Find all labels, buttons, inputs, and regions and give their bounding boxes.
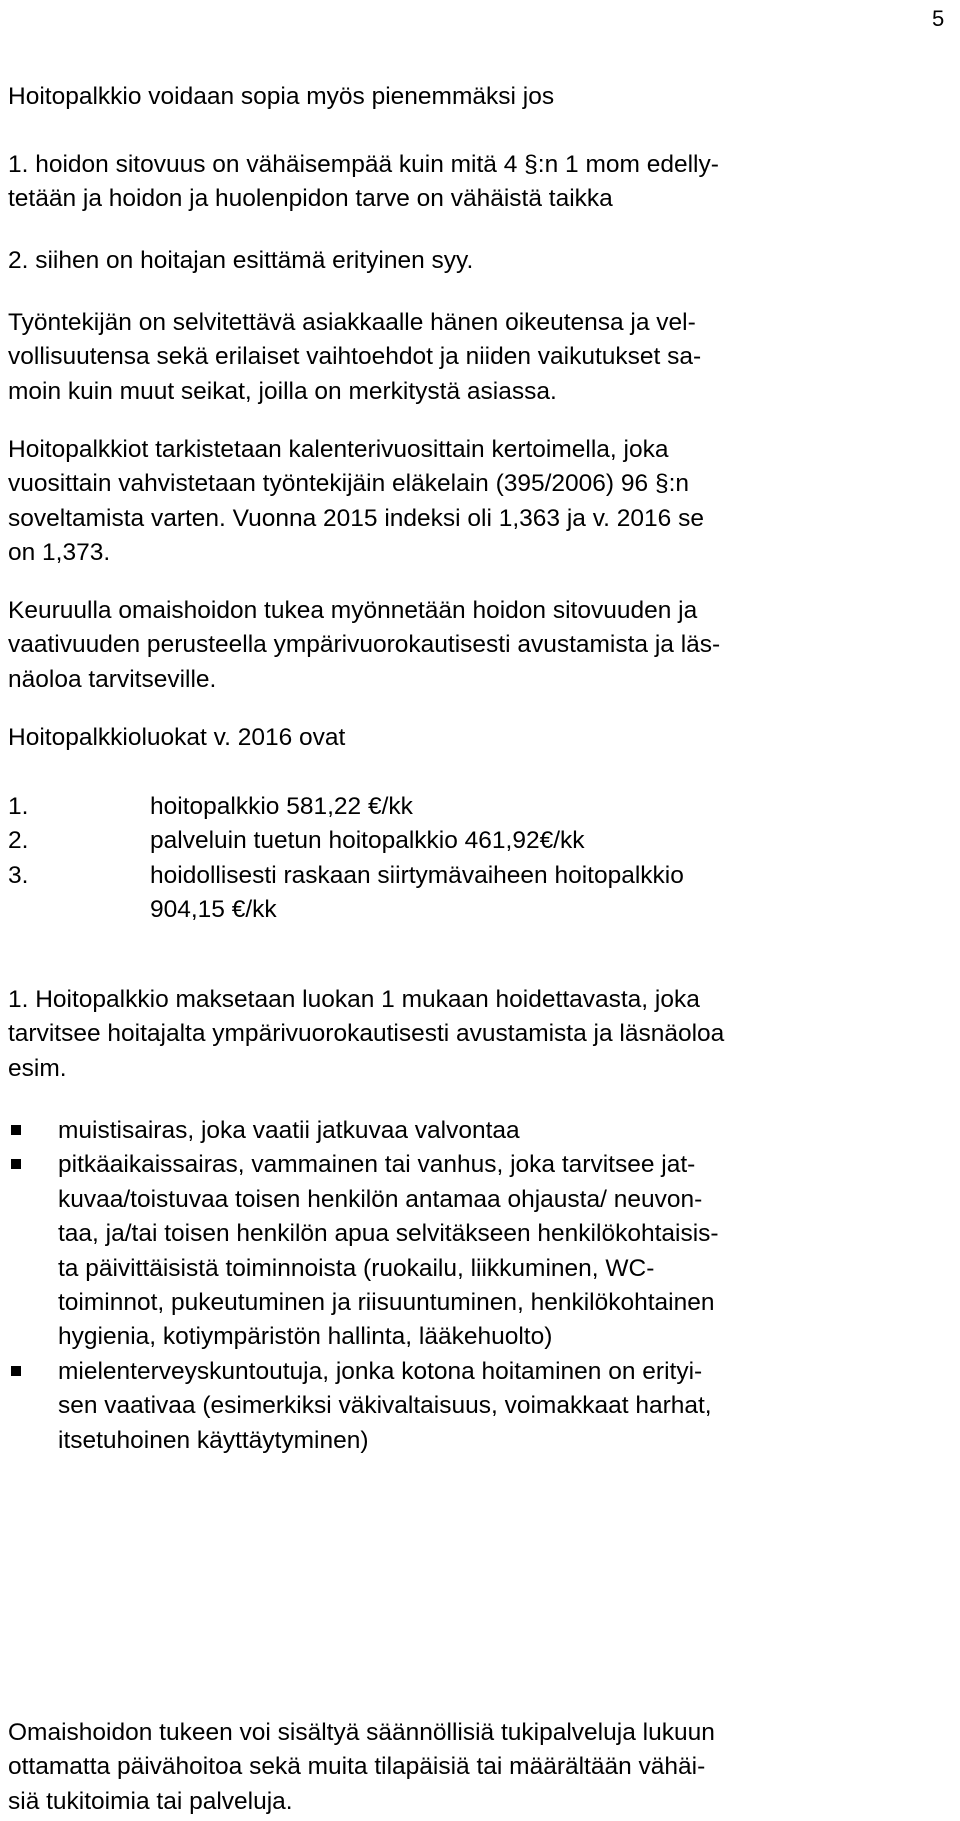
text-line: muistisairas, joka vaatii jatkuvaa valvontaa bbox=[58, 1117, 520, 1144]
text-line: tarvitsee hoitajalta ympärivuorokautisesti avustamista ja läsnäoloa bbox=[8, 1020, 725, 1048]
text-line: vollisuutensa sekä erilaiset vaihtoehdot ja niiden vaikutukset sa- bbox=[8, 343, 702, 371]
class-row-3 bbox=[8, 859, 938, 893]
text-line: moin kuin muut seikat, joilla on merkitystä asiassa. bbox=[8, 377, 557, 405]
text-line: 2. siihen on hoitajan esittämä erityinen syy. bbox=[8, 247, 474, 274]
intro-paragraph bbox=[8, 80, 938, 114]
text-line: 1. Hoitopalkkio maksetaan luokan 1 mukaan hoidettavasta, joka bbox=[8, 986, 700, 1013]
page-number: 5 bbox=[932, 6, 945, 31]
text-line: Hoitopalkkiot tarkistetaan kalenterivuosittain kertoimella, joka bbox=[8, 436, 669, 463]
class-row-3-continued bbox=[8, 893, 938, 927]
class-text: hoidollisesti raskaan siirtymävaiheen hoitopalkkio bbox=[150, 861, 684, 889]
class-text: 904,15 €/kk bbox=[150, 896, 277, 924]
class-row-1 bbox=[8, 790, 938, 824]
text-line: itsetuhoinen käyttäytyminen) bbox=[58, 1426, 369, 1454]
class-number: 3. bbox=[8, 861, 29, 889]
square-bullet-icon bbox=[0, 1355, 58, 1458]
support-services-paragraph bbox=[8, 1716, 938, 1819]
text-line: Keuruulla omaishoidon tukea myönnetään hoidon sitovuuden ja bbox=[8, 597, 698, 624]
class-row-2 bbox=[8, 824, 938, 858]
keuruu-paragraph bbox=[8, 594, 938, 697]
square-bullet-icon bbox=[0, 1114, 58, 1148]
text-line: siä tukitoimia tai palveluja. bbox=[8, 1787, 293, 1815]
bullet-item bbox=[0, 1148, 940, 1354]
text-line: vaativuuden perusteella ympärivuorokautisesti avustamista ja läs- bbox=[8, 631, 721, 659]
text-line: näoloa tarvitseville. bbox=[8, 665, 217, 693]
text-line: mielenterveyskuntoutuja, jonka kotona hoitaminen on erityi- bbox=[58, 1357, 703, 1385]
text-line: kuvaa/toistuvaa toisen henkilön antamaa ohjausta/ neuvon- bbox=[58, 1185, 703, 1213]
text-line: tetään ja hoidon ja huolenpidon tarve on vähäistä taikka bbox=[8, 185, 613, 213]
text-line: pitkäaikaissairas, vammainen tai vanhus, joka tarvitsee jat- bbox=[58, 1151, 696, 1179]
class-number: 1. bbox=[8, 793, 29, 820]
text-line: Hoitopalkkioluokat v. 2016 ovat bbox=[8, 724, 346, 751]
index-paragraph bbox=[8, 433, 938, 571]
text-line: ottamatta päivähoitoa sekä muita tilapäisiä tai määrältään vähäi- bbox=[8, 1753, 706, 1781]
text-line: ta päivittäisistä toiminnoista (ruokailu, liikkuminen, WC- bbox=[58, 1254, 655, 1282]
condition-2 bbox=[8, 244, 938, 278]
bullet-list bbox=[0, 1114, 940, 1458]
text-line: on 1,373. bbox=[8, 539, 111, 567]
class-text: palveluin tuetun hoitopalkkio 461,92€/kk bbox=[150, 827, 585, 855]
text-line: hygienia, kotiympäristön hallinta, lääkehuolto) bbox=[58, 1323, 553, 1351]
square-bullet-icon bbox=[0, 1148, 58, 1354]
classes-heading bbox=[8, 721, 938, 755]
text-line: Työntekijän on selvitettävä asiakkaalle hänen oikeutensa ja vel- bbox=[8, 309, 696, 336]
class-number: 2. bbox=[8, 827, 29, 855]
text-line: soveltamista varten. Vuonna 2015 indeksi oli 1,363 ja v. 2016 se bbox=[8, 504, 704, 532]
class-text: hoitopalkkio 581,22 €/kk bbox=[150, 793, 413, 820]
condition-1 bbox=[8, 148, 938, 217]
bullet-item bbox=[0, 1355, 940, 1458]
text-line: vuosittain vahvistetaan työntekijäin eläkelain (395/2006) 96 §:n bbox=[8, 470, 689, 498]
text-line: Omaishoidon tukeen voi sisältyä säännöllisiä tukipalveluja lukuun bbox=[8, 1719, 715, 1746]
text-line: Hoitopalkkio voidaan sopia myös pienemmäksi jos bbox=[8, 83, 555, 110]
text-line: 1. hoidon sitovuus on vähäisempää kuin mitä 4 §:n 1 mom edelly- bbox=[8, 151, 719, 178]
bullet-item bbox=[0, 1114, 940, 1148]
classes-list bbox=[8, 790, 938, 928]
text-line: esim. bbox=[8, 1054, 67, 1082]
class-1-paragraph bbox=[8, 983, 938, 1086]
employee-duty-paragraph bbox=[8, 306, 938, 409]
text-line: taa, ja/tai toisen henkilön apua selvitäkseen henkilökohtaisis- bbox=[58, 1220, 719, 1248]
text-line: toiminnot, pukeutuminen ja riisuuntuminen, henkilökohtainen bbox=[58, 1289, 715, 1317]
text-line: sen vaativaa (esimerkiksi väkivaltaisuus, voimakkaat harhat, bbox=[58, 1392, 712, 1420]
